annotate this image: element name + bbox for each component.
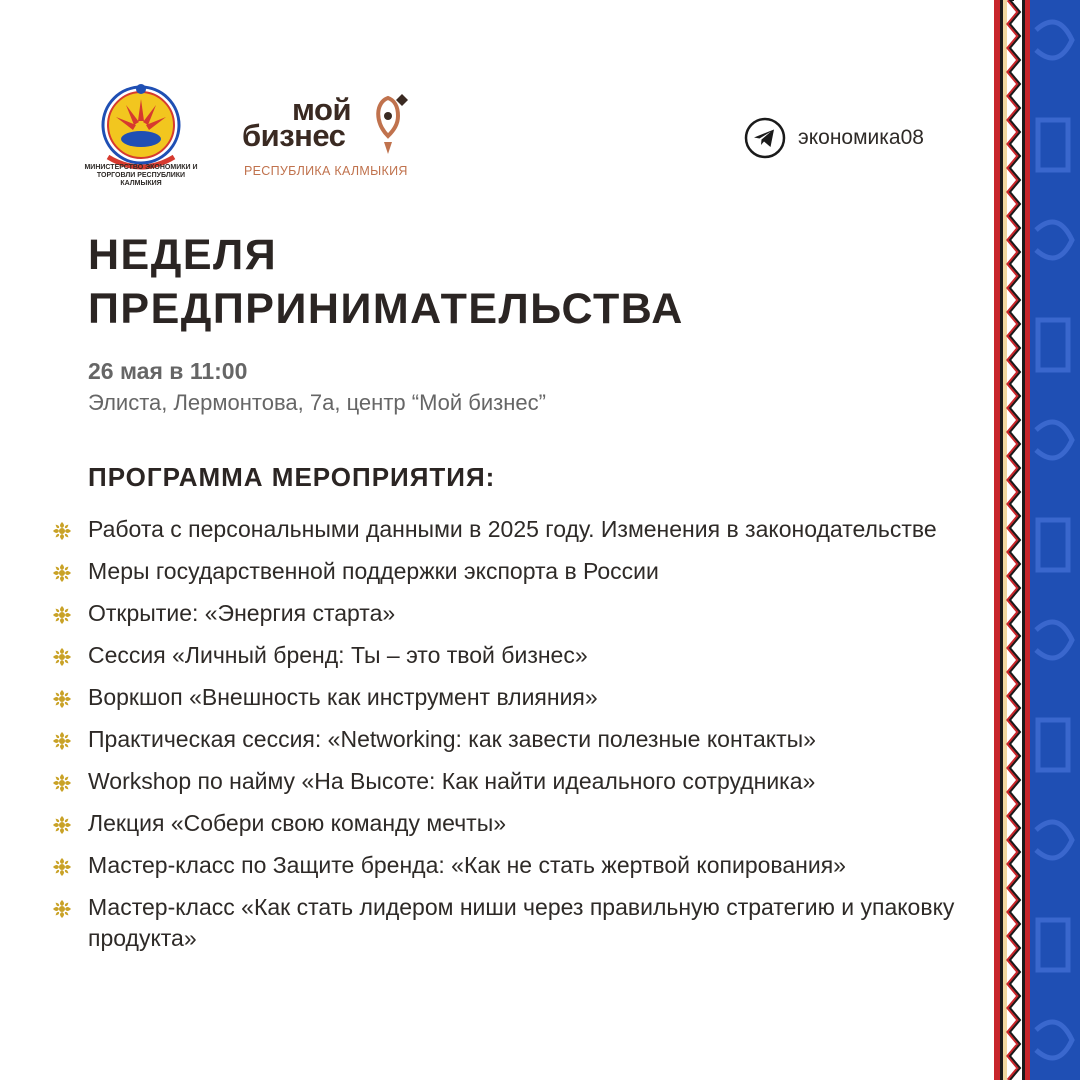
page-title [88, 228, 968, 336]
ornament-bullet-icon [52, 563, 72, 583]
brand-word-2: бизнес [242, 118, 346, 153]
agenda-item [52, 682, 987, 713]
event-place: Элиста, Лермонтова, 7а, центр “Мой бизнес” [88, 390, 546, 415]
agenda-item-text: Workshop по найму «На Высоте: Как найти идеального сотрудника» [88, 768, 816, 794]
agenda-item [52, 892, 987, 954]
ornament-bullet-icon [52, 605, 72, 625]
brand-region: РЕСПУБЛИКА КАЛМЫКИЯ [244, 164, 408, 178]
program-heading: ПРОГРАММА МЕРОПРИЯТИЯ: [88, 462, 496, 492]
ministry-caption: МИНИСТЕРСТВО ЭКОНОМИКИ И ТОРГОВЛИ РЕСПУБЛИКИ КАЛМЫКИЯ [84, 164, 198, 187]
map-pin-icon [372, 92, 418, 158]
agenda-item-text: Воркшоп «Внешность как инструмент влияния» [88, 684, 598, 710]
agenda-item [52, 766, 987, 797]
brand-word-1: мой [292, 92, 352, 127]
agenda-item-text: Лекция «Собери свою команду мечты» [88, 810, 507, 836]
agenda-item-text: Мастер-класс «Как стать лидером ниши через правильную стратегию и упаковку продукта» [88, 894, 955, 951]
ornament-bullet-icon [52, 857, 72, 877]
agenda-list [52, 514, 987, 965]
agenda-item [52, 640, 987, 671]
agenda-item [52, 850, 987, 881]
ornament-bullet-icon [52, 773, 72, 793]
agenda-item [52, 598, 987, 629]
agenda-item-text: Мастер-класс по Защите бренда: «Как не стать жертвой копирования» [88, 852, 846, 878]
agenda-item [52, 556, 987, 587]
telegram-icon [744, 117, 786, 159]
agenda-item [52, 514, 987, 545]
agenda-item-text: Сессия «Личный бренд: Ты – это твой бизнес» [88, 642, 588, 668]
agenda-item [52, 724, 987, 755]
ornament-bullet-icon [52, 815, 72, 835]
ornament-bullet-icon [52, 647, 72, 667]
ornament-bullet-icon [52, 899, 72, 919]
ornament-bullet-icon [52, 521, 72, 541]
moy-biznes-logo [240, 92, 420, 188]
ornament-bullet-icon [52, 689, 72, 709]
agenda-item-text: Работа с персональными данными в 2025 году. Изменения в законодательстве [88, 516, 937, 542]
ornament-pattern-icon [1028, 0, 1080, 1080]
telegram-handle: экономика08 [798, 126, 924, 149]
event-date: 26 мая в 11:00 [88, 358, 248, 384]
ornament-wave-icon [994, 0, 1030, 1080]
agenda-item-text: Практическая сессия: «Networking: как завести полезные контакты» [88, 726, 816, 752]
agenda-item-text: Меры государственной поддержки экспорта в России [88, 558, 659, 584]
title-line-2: ПРЕДПРИНИМАТЕЛЬСТВА [88, 285, 684, 333]
agenda-item-text: Открытие: «Энергия старта» [88, 600, 396, 626]
ornamental-border [994, 0, 1080, 1080]
title-line-1: НЕДЕЛЯ [88, 231, 278, 279]
telegram-link[interactable] [744, 116, 924, 160]
ornament-bullet-icon [52, 731, 72, 751]
agenda-item [52, 808, 987, 839]
